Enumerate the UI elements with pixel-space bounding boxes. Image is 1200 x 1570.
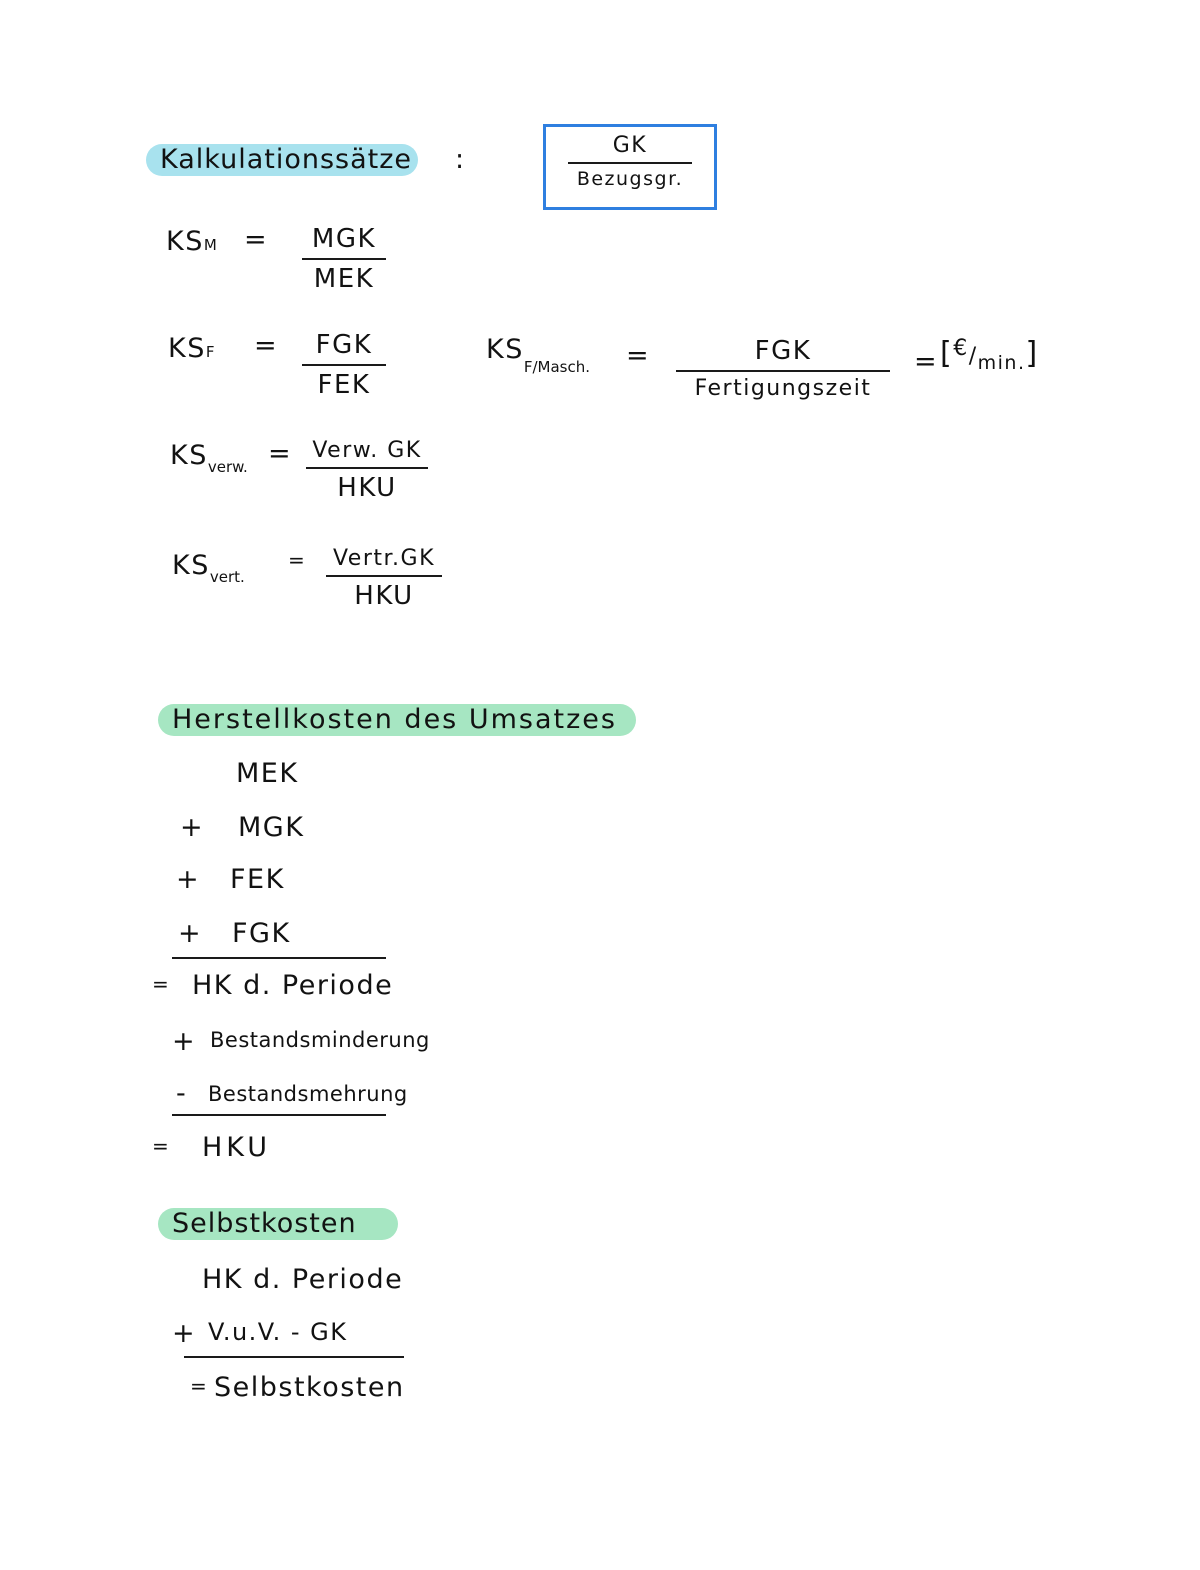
formula-fraction: [676, 336, 890, 401]
fraction-denominator: FEK: [317, 370, 371, 400]
fraction-numerator: FGK: [754, 336, 812, 366]
calc-line-text: HK d. Periode: [202, 1264, 404, 1295]
equals-sign: =: [288, 548, 307, 572]
calc-line-text: FEK: [230, 864, 285, 895]
calc-line-operator: +: [178, 918, 203, 949]
calc-line-text: MGK: [238, 812, 305, 843]
fraction-numerator: Verw. GK: [312, 438, 422, 463]
fraction-denominator: Bezugsgr.: [576, 168, 684, 190]
calc-line-operator: =: [152, 1134, 171, 1158]
unit-euro-per-minute: $[^€/_{min.}]$: [940, 336, 1039, 374]
equals-sign: =: [244, 224, 269, 255]
calc-line-text: HKU: [202, 1132, 272, 1163]
formula-lhs: KSM: [166, 226, 217, 257]
sum-rule: [172, 957, 386, 959]
sum-rule: [172, 1114, 386, 1116]
calc-line-text: Bestandsminderung: [210, 1028, 430, 1052]
fraction-bar: [568, 162, 692, 164]
formula-lhs: $KS_{vert.}$: [172, 550, 245, 586]
heading-colon: :: [455, 144, 466, 175]
fraction-denominator: MEK: [313, 264, 375, 294]
calc-line-operator: +: [172, 1026, 197, 1057]
sum-rule: [184, 1356, 404, 1358]
formula-fraction: [302, 224, 386, 294]
formula-fraction: [326, 546, 442, 611]
fraction-bar: [676, 370, 890, 372]
fraction-denominator: Fertigungszeit: [694, 376, 872, 401]
equals-sign: =: [254, 330, 279, 361]
fraction-bar: [306, 467, 428, 469]
formula-fraction: [302, 330, 386, 400]
heading-kalkulationssaetze: [146, 144, 418, 176]
fraction-denominator: HKU: [354, 581, 414, 611]
formula-fraction: [306, 438, 428, 503]
heading-selbstkosten: [158, 1208, 398, 1240]
calc-line-operator: +: [180, 812, 205, 843]
formula-lhs: $KS_{F/Masch.}$: [486, 334, 591, 376]
fraction-bar: [302, 258, 386, 260]
general-formula-box: [543, 124, 717, 210]
calc-line-operator: =: [190, 1374, 209, 1398]
calc-line-text: Selbstkosten: [214, 1372, 405, 1403]
calc-line-operator: -: [176, 1078, 188, 1109]
calc-line-text: V.u.V. - GK: [208, 1318, 348, 1346]
calc-line-text: FGK: [232, 918, 291, 949]
heading-text: Herstellkosten des Umsatzes: [172, 704, 617, 735]
fraction-numerator: FGK: [315, 330, 373, 360]
fraction-numerator: MGK: [311, 224, 377, 254]
calc-line-operator: +: [172, 1318, 197, 1349]
formula-lhs: KSF: [168, 333, 215, 364]
calc-line-operator: +: [176, 864, 201, 895]
calc-line-text: HK d. Periode: [192, 970, 394, 1001]
fraction-numerator: Vertr.GK: [332, 546, 436, 571]
calc-line-text: Bestandsmehrung: [208, 1082, 408, 1106]
calc-line-text: MEK: [236, 758, 299, 789]
fraction-numerator: GK: [612, 133, 648, 158]
calc-line-operator: =: [152, 972, 171, 996]
formula-lhs: $KS_{verw.}$: [170, 440, 248, 476]
heading-text: Selbstkosten: [172, 1208, 357, 1239]
heading-herstellkosten-des-umsatzes: [158, 704, 636, 736]
general-formula-fraction: [568, 133, 692, 190]
equals-sign: =: [268, 438, 293, 469]
fraction-bar: [326, 575, 442, 577]
fraction-denominator: HKU: [337, 473, 397, 503]
heading-text: Kalkulationssätze: [160, 144, 413, 175]
fraction-bar: [302, 364, 386, 366]
unit-equals-sign: =: [914, 346, 939, 377]
equals-sign: =: [626, 340, 651, 371]
